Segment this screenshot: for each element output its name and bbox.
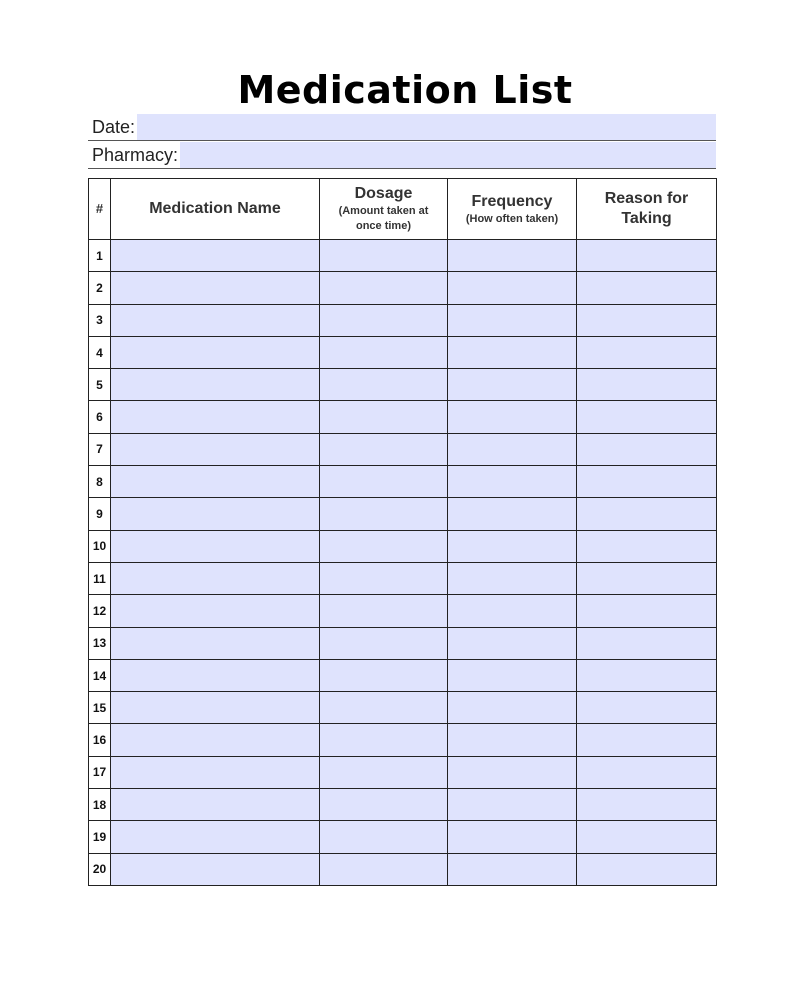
frequency-cell[interactable] <box>448 304 577 336</box>
medication-name-cell[interactable] <box>111 304 320 336</box>
reason-cell[interactable] <box>577 433 717 465</box>
dosage-cell[interactable] <box>320 562 448 594</box>
table-row <box>89 369 717 401</box>
dosage-cell[interactable] <box>320 789 448 821</box>
dosage-cell[interactable] <box>320 659 448 691</box>
header-dosage: Dosage (Amount taken at once time) <box>320 179 448 240</box>
row-number: 14 <box>89 659 111 691</box>
reason-cell[interactable] <box>577 627 717 659</box>
table-row <box>89 756 717 788</box>
frequency-cell[interactable] <box>448 627 577 659</box>
reason-cell[interactable] <box>577 756 717 788</box>
frequency-cell[interactable] <box>448 724 577 756</box>
frequency-cell[interactable] <box>448 530 577 562</box>
frequency-cell[interactable] <box>448 466 577 498</box>
frequency-cell[interactable] <box>448 595 577 627</box>
reason-cell[interactable] <box>577 692 717 724</box>
table-row <box>89 272 717 304</box>
dosage-cell[interactable] <box>320 595 448 627</box>
medication-name-cell[interactable] <box>111 369 320 401</box>
frequency-cell[interactable] <box>448 659 577 691</box>
page-title: Medication List <box>237 68 573 112</box>
medication-name-cell[interactable] <box>111 433 320 465</box>
row-number: 12 <box>89 595 111 627</box>
frequency-cell[interactable] <box>448 240 577 272</box>
table-row <box>89 530 717 562</box>
reason-cell[interactable] <box>577 659 717 691</box>
reason-cell[interactable] <box>577 336 717 368</box>
table-row <box>89 498 717 530</box>
pharmacy-field-row <box>88 142 716 169</box>
table-row <box>89 692 717 724</box>
medication-name-cell[interactable] <box>111 659 320 691</box>
table-row <box>89 433 717 465</box>
medication-name-cell[interactable] <box>111 272 320 304</box>
frequency-cell[interactable] <box>448 692 577 724</box>
medication-name-cell[interactable] <box>111 336 320 368</box>
dosage-cell[interactable] <box>320 466 448 498</box>
row-number: 7 <box>89 433 111 465</box>
table-row <box>89 627 717 659</box>
reason-cell[interactable] <box>577 595 717 627</box>
dosage-cell[interactable] <box>320 627 448 659</box>
row-number: 16 <box>89 724 111 756</box>
dosage-cell[interactable] <box>320 401 448 433</box>
date-label: Date: <box>92 117 136 137</box>
row-number: 11 <box>89 562 111 594</box>
dosage-cell[interactable] <box>320 433 448 465</box>
frequency-cell[interactable] <box>448 336 577 368</box>
row-number: 5 <box>89 369 111 401</box>
date-input[interactable] <box>137 114 716 140</box>
table-row <box>89 659 717 691</box>
table-row <box>89 401 717 433</box>
reason-cell[interactable] <box>577 724 717 756</box>
row-number: 13 <box>89 627 111 659</box>
table-row <box>89 304 717 336</box>
row-number: 20 <box>89 853 111 885</box>
row-number: 17 <box>89 756 111 788</box>
header-number: # <box>89 179 111 240</box>
reason-cell[interactable] <box>577 466 717 498</box>
reason-cell[interactable] <box>577 530 717 562</box>
frequency-cell[interactable] <box>448 756 577 788</box>
table-row <box>89 240 717 272</box>
reason-cell[interactable] <box>577 821 717 853</box>
medication-name-cell[interactable] <box>111 401 320 433</box>
reason-cell[interactable] <box>577 789 717 821</box>
row-number: 1 <box>89 240 111 272</box>
row-number: 9 <box>89 498 111 530</box>
reason-cell[interactable] <box>577 240 717 272</box>
row-number: 18 <box>89 789 111 821</box>
medication-name-cell[interactable] <box>111 240 320 272</box>
frequency-cell[interactable] <box>448 498 577 530</box>
reason-cell[interactable] <box>577 272 717 304</box>
row-number: 19 <box>89 821 111 853</box>
dosage-cell[interactable] <box>320 336 448 368</box>
reason-cell[interactable] <box>577 369 717 401</box>
table-row <box>89 821 717 853</box>
medication-name-cell[interactable] <box>111 595 320 627</box>
medication-name-cell[interactable] <box>111 466 320 498</box>
frequency-cell[interactable] <box>448 272 577 304</box>
dosage-cell[interactable] <box>320 853 448 885</box>
medication-name-cell[interactable] <box>111 853 320 885</box>
row-number: 8 <box>89 466 111 498</box>
dosage-cell[interactable] <box>320 369 448 401</box>
row-number: 3 <box>89 304 111 336</box>
frequency-cell[interactable] <box>448 401 577 433</box>
table-row <box>89 789 717 821</box>
medication-name-cell[interactable] <box>111 692 320 724</box>
reason-cell[interactable] <box>577 401 717 433</box>
dosage-cell[interactable] <box>320 530 448 562</box>
dosage-cell[interactable] <box>320 498 448 530</box>
medication-name-cell[interactable] <box>111 627 320 659</box>
dosage-cell[interactable] <box>320 821 448 853</box>
row-number: 4 <box>89 336 111 368</box>
medication-name-cell[interactable] <box>111 724 320 756</box>
medication-name-cell[interactable] <box>111 562 320 594</box>
pharmacy-input[interactable] <box>180 142 716 168</box>
header-frequency: Frequency (How often taken) <box>448 179 577 240</box>
medication-name-cell[interactable] <box>111 756 320 788</box>
row-number: 10 <box>89 530 111 562</box>
dosage-cell[interactable] <box>320 692 448 724</box>
frequency-cell[interactable] <box>448 821 577 853</box>
medication-table <box>88 178 717 886</box>
table-row <box>89 595 717 627</box>
reason-cell[interactable] <box>577 853 717 885</box>
table-row <box>89 336 717 368</box>
reason-cell[interactable] <box>577 304 717 336</box>
table-row <box>89 724 717 756</box>
header-medication-name: Medication Name <box>111 179 320 240</box>
header-reason: Reason for Taking <box>577 179 717 240</box>
frequency-cell[interactable] <box>448 562 577 594</box>
medication-name-cell[interactable] <box>111 789 320 821</box>
table-row <box>89 853 717 885</box>
medication-name-cell[interactable] <box>111 821 320 853</box>
dosage-cell[interactable] <box>320 272 448 304</box>
dosage-cell[interactable] <box>320 304 448 336</box>
frequency-cell[interactable] <box>448 853 577 885</box>
row-number: 6 <box>89 401 111 433</box>
row-number: 15 <box>89 692 111 724</box>
row-number: 2 <box>89 272 111 304</box>
medication-name-cell[interactable] <box>111 498 320 530</box>
frequency-cell[interactable] <box>448 369 577 401</box>
pharmacy-label: Pharmacy: <box>92 145 179 165</box>
reason-cell[interactable] <box>577 498 717 530</box>
table-header-row <box>89 179 717 240</box>
frequency-cell[interactable] <box>448 789 577 821</box>
dosage-cell[interactable] <box>320 240 448 272</box>
dosage-cell[interactable] <box>320 756 448 788</box>
table-row <box>89 466 717 498</box>
reason-cell[interactable] <box>577 562 717 594</box>
table-row <box>89 562 717 594</box>
date-field-row <box>88 114 716 141</box>
dosage-cell[interactable] <box>320 724 448 756</box>
medication-name-cell[interactable] <box>111 530 320 562</box>
frequency-cell[interactable] <box>448 433 577 465</box>
